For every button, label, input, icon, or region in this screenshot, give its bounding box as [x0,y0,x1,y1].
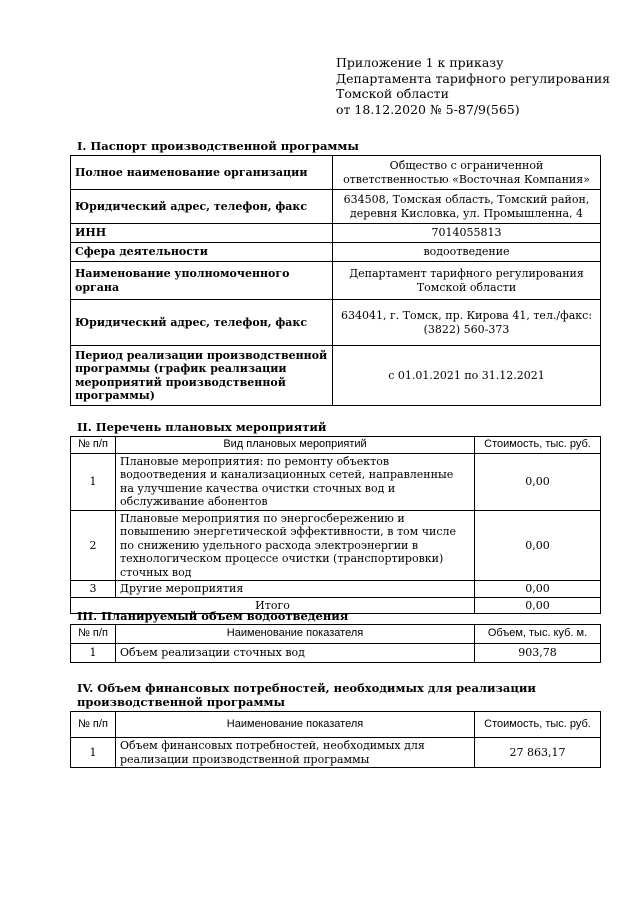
row-value: 7014055813 [333,224,601,243]
row-name: Плановые мероприятия по энергосбережению и повышению энергетической эффективности, в том числе по снижению удельного расхода электроэнергии в технологическом процессе очистки (транспортировки) сточных вод [116,510,475,581]
row-label: Период реализации производственной программы (график реализации мероприятий производственной программы) [71,346,333,406]
column-header-num: № п/п [71,437,116,454]
column-header-cost: Стоимость, тыс. руб. [475,712,601,738]
row-name: Плановые мероприятия: по ремонту объектов водоотведения и канализационных сетей, направленные на улучшение качества очистки сточных вод и обслуживание абонентов [116,453,475,510]
passport-table [70,155,601,406]
row-value: 634041, г. Томск, пр. Кирова 41, тел./факс: (3822) 560-373 [333,300,601,346]
table-row [71,644,601,663]
row-value: Департамент тарифного регулирования Томской области [333,262,601,300]
table-row [71,243,601,262]
table-row [71,262,601,300]
row-number: 1 [71,738,116,768]
row-cost: 0,00 [475,581,601,598]
section-title-passport: I. Паспорт производственной программы [77,139,359,153]
row-label: Сфера деятельности [71,243,333,262]
column-header-num: № п/п [71,712,116,738]
table-row [71,346,601,406]
table-header-row [71,625,601,644]
total-cost: 0,00 [475,597,601,614]
total-label: Итого [71,597,475,614]
table-row [71,224,601,243]
section-title-finance: IV. Объем финансовых потребностей, необходимых для реализации производственной программы [77,681,536,709]
appendix-line-4: от 18.12.2020 № 5-87/9(565) [336,101,520,117]
appendix-line-3: Томской области [336,86,449,101]
column-header-name: Наименование показателя [116,712,475,738]
column-header-cost: Стоимость, тыс. руб. [475,437,601,454]
row-number: 1 [71,453,116,510]
table-row [71,581,601,598]
row-name: Объем реализации сточных вод [116,644,475,663]
finance-table [70,711,601,768]
row-cost: 0,00 [475,510,601,581]
row-number: 3 [71,581,116,598]
row-label: Юридический адрес, телефон, факс [71,300,333,346]
table-row [71,156,601,190]
appendix-line-2: Департамента тарифного регулирования [336,70,611,86]
table-row [71,453,601,510]
appendix-line-1: Приложение 1 к приказу [336,55,504,70]
section-title-volume: III. Планируемый объем водоотведения [77,609,349,623]
table-row [71,190,601,224]
row-name: Объем финансовых потребностей, необходимых для реализации производственной программы [116,738,475,768]
row-value: 903,78 [475,644,601,663]
row-value: Общество с ограниченной ответственностью «Восточная Компания» [333,156,601,190]
volume-table [70,624,601,663]
row-value: с 01.01.2021 по 31.12.2021 [333,346,601,406]
table-header-row [71,712,601,738]
section-title-measures: II. Перечень плановых мероприятий [77,420,327,434]
row-number: 1 [71,644,116,663]
row-value: 634508, Томская область, Томский район, деревня Кисловка, ул. Промышленна, 4 [333,190,601,224]
row-label: Полное наименование организации [71,156,333,190]
column-header-name: Вид плановых мероприятий [116,437,475,454]
table-header-row [71,437,601,454]
row-value: водоотведение [333,243,601,262]
row-cost: 0,00 [475,453,601,510]
row-label: ИНН [71,224,333,243]
table-row [71,300,601,346]
row-name: Другие мероприятия [116,581,475,598]
row-label: Юридический адрес, телефон, факс [71,190,333,224]
measures-table [70,436,601,614]
row-number: 2 [71,510,116,581]
table-row [71,738,601,768]
row-cost: 27 863,17 [475,738,601,768]
appendix-header [336,55,626,117]
column-header-value: Объем, тыс. куб. м. [475,625,601,644]
table-row [71,510,601,581]
row-label: Наименование уполномоченного органа [71,262,333,300]
column-header-num: № п/п [71,625,116,644]
column-header-name: Наименование показателя [116,625,475,644]
